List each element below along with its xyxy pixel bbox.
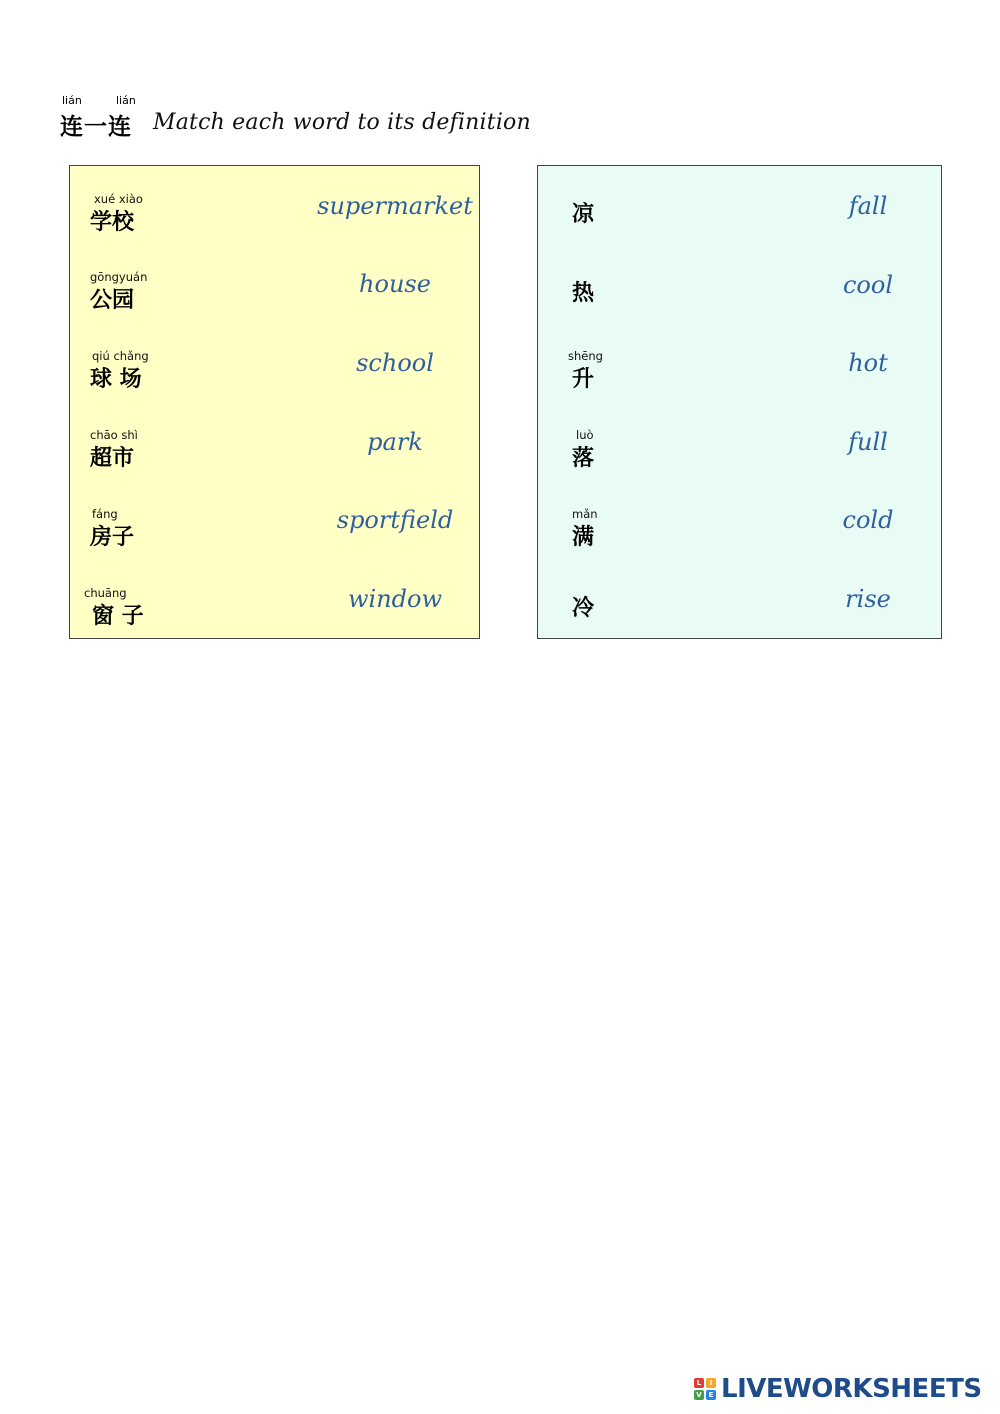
- liveworksheets-logo-icon: [694, 1378, 716, 1400]
- instruction-text: Match each word to its definition: [153, 110, 531, 135]
- pinyin: qiú chǎng: [92, 349, 149, 363]
- pinyin: shēng: [568, 349, 603, 363]
- brand-name: LIVEWORKSHEETS: [721, 1374, 982, 1404]
- pinyin: chuāng: [84, 586, 127, 600]
- left-matching-panel: [69, 165, 480, 639]
- title-pinyin-1: lián: [62, 94, 82, 107]
- right-english-word-3[interactable]: hot: [848, 349, 888, 377]
- hanzi: 学校: [90, 209, 135, 235]
- right-matching-panel: [537, 165, 942, 639]
- left-english-word-3[interactable]: school: [356, 349, 434, 377]
- hanzi: 房子: [90, 524, 135, 550]
- pinyin: fáng: [92, 507, 118, 521]
- pinyin: gōngyuán: [90, 270, 148, 284]
- logo-letter-e: E: [706, 1390, 716, 1400]
- liveworksheets-logo: [694, 1374, 982, 1404]
- hanzi: 满: [572, 524, 595, 550]
- title-pinyin-2: lián: [116, 94, 136, 107]
- left-english-word-5[interactable]: sportfield: [336, 506, 454, 534]
- left-english-word-1[interactable]: supermarket: [317, 192, 473, 220]
- logo-letter-l: L: [694, 1378, 704, 1388]
- hanzi: 热: [572, 280, 595, 306]
- right-english-word-5[interactable]: cold: [842, 506, 894, 534]
- hanzi: 超市: [90, 445, 135, 471]
- logo-letter-v: V: [694, 1390, 704, 1400]
- pinyin: xué xiào: [94, 192, 143, 206]
- title-chinese: 连一连: [60, 113, 132, 140]
- hanzi: 窗 子: [92, 603, 144, 629]
- logo-letter-i: I: [706, 1378, 716, 1388]
- right-english-word-4[interactable]: full: [848, 428, 888, 456]
- pinyin: luò: [576, 428, 594, 442]
- pinyin: mǎn: [572, 507, 598, 521]
- hanzi: 冷: [572, 595, 595, 621]
- hanzi: 凉: [572, 201, 595, 227]
- left-english-word-6[interactable]: window: [347, 585, 443, 613]
- right-english-word-2[interactable]: cool: [842, 271, 894, 299]
- right-english-word-1[interactable]: fall: [848, 192, 888, 220]
- hanzi: 落: [572, 445, 595, 471]
- left-english-word-4[interactable]: park: [367, 428, 423, 456]
- hanzi: 公园: [90, 287, 135, 313]
- hanzi: 球 场: [90, 366, 142, 392]
- hanzi: 升: [572, 366, 595, 392]
- left-english-word-2[interactable]: house: [359, 270, 431, 298]
- pinyin: chāo shì: [90, 428, 138, 442]
- right-english-word-6[interactable]: rise: [845, 585, 891, 613]
